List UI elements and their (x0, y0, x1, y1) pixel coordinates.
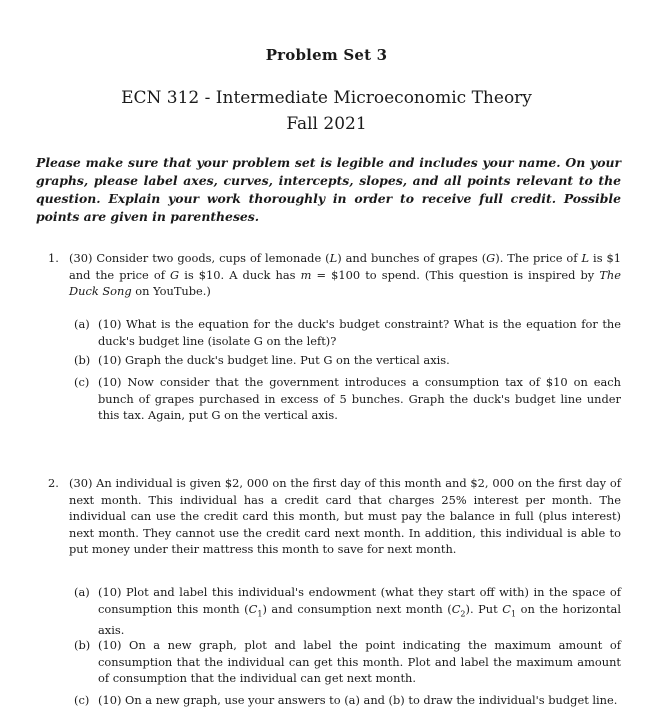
subscript: 1 (510, 608, 517, 618)
problem-2a-label: (a) (74, 585, 90, 599)
text-segment: (30) Consider two goods, cups of lemonade ( (69, 251, 330, 265)
problem-1c (74, 374, 621, 424)
text-segment: ). Put (465, 601, 503, 616)
variable-g: G (170, 267, 180, 282)
text-segment: on YouTube.) (131, 284, 211, 298)
text-segment: on the horizontal axis. (98, 601, 621, 638)
variable-g: G (486, 251, 496, 265)
variable-l: L (329, 251, 338, 265)
text-segment: is $1 and the price of (69, 251, 622, 282)
text-segment: is $10. A duck has (179, 267, 301, 282)
problem-2 (48, 475, 621, 558)
problem-2c-label: (c) (74, 693, 90, 707)
problem-2b (74, 637, 621, 687)
problem-2-text: (30) An individual is given $2, 000 on the first day of this month and $2, 000 on the first day of next month. This individual has a credit card that charges 25% interest per month. The individual can use the credit card this month, but must pay the balance in full (plus interest) next month. They cannot use the credit card next month. In addition, this individual is able to put money under their mattress this month to save for next month. (69, 476, 621, 556)
problem-2c (74, 692, 621, 709)
term: Fall 2021 (286, 114, 367, 134)
problem-1a-label: (a) (74, 317, 90, 331)
problem-1c-label: (c) (74, 375, 90, 389)
text-segment: ) and bunches of grapes ( (337, 251, 487, 265)
problem-1b-text: (10) Graph the duck's budget line. Put G on the vertical axis. (98, 353, 450, 367)
document-title: Problem Set 3 (265, 46, 388, 64)
text-segment: ). The price of (495, 251, 582, 265)
problem-2b-text: (10) On a new graph, plot and label the point indicating the maximum amount of consumption that the individual can get this month. Plot and label the maximum amount of consumption that the individual can get next month. (98, 638, 621, 685)
problem-2-number: 2. (48, 476, 59, 490)
problem-2a-text (98, 584, 621, 639)
problem-1a (74, 316, 621, 349)
song-title: The Duck Song (69, 267, 621, 298)
text-segment: (10) Plot and label this individual's endowment (what they start off with) in the space of consumption this month ( (98, 585, 621, 616)
problem-1b (74, 352, 621, 369)
variable-l: L (581, 251, 590, 265)
problem-2c-text: (10) On a new graph, use your answers to (a) and (b) to draw the individual's budget line. (98, 693, 618, 707)
problem-1-text (69, 250, 621, 300)
variable-c: C (248, 601, 258, 616)
problem-1c-text: (10) Now consider that the government introduces a consumption tax of $10 on each bunch of grapes purchased in excess of 5 bunches. Graph the duck's budget line under this tax. Again, put G on the vertical axis. (98, 375, 621, 422)
variable-c: C (502, 601, 511, 616)
subscript: 2 (460, 608, 466, 618)
problem-1b-label: (b) (74, 353, 91, 367)
variable-m: m (300, 267, 312, 282)
text-segment: ) and consumption next month ( (262, 601, 452, 616)
course-name: ECN 312 - Intermediate Microeconomic Theory (121, 88, 532, 108)
problem-1a-text: (10) What is the equation for the duck's budget constraint? What is the equation for the duck's budget line (isolate G on the left)? (98, 317, 621, 348)
subscript: 1 (257, 608, 263, 618)
problem-2b-label: (b) (74, 638, 91, 652)
problem-1 (48, 250, 621, 300)
instructions-paragraph: Please make sure that your problem set is legible and includes your name. On your graphs, please label axes, curves, intercepts, slopes, and all points relevant to the question. Explain your work thoroughly in order to receive full credit. Possible points are given in parentheses. (36, 155, 621, 224)
text-segment: = $100 to spend. (This question is inspired by (311, 267, 600, 282)
problem-1-number: 1. (48, 251, 59, 265)
problem-2a (74, 584, 621, 639)
variable-c: C (451, 601, 461, 616)
